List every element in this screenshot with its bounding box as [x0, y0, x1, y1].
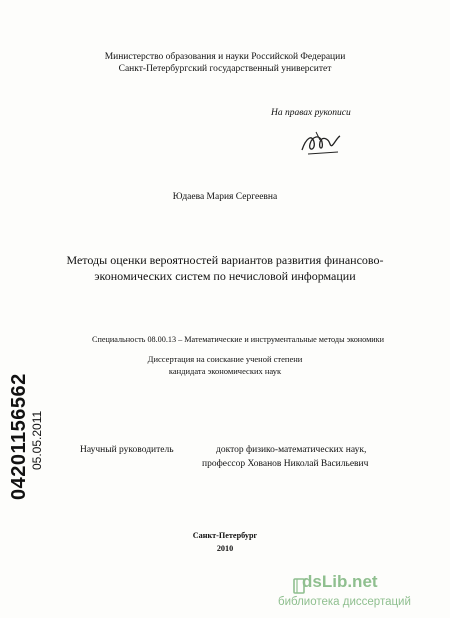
stamp-date: 05.05.2011: [30, 410, 44, 470]
watermark-brand[interactable]: [302, 572, 378, 592]
watermark-brand-text: dsLib.net: [302, 572, 378, 591]
title-line-2: экономических систем по нечисловой информации: [94, 269, 356, 283]
handwritten-signature: [298, 128, 348, 158]
watermark-subtitle: библиотека диссертаций: [278, 596, 411, 608]
stamp-number: 04201156562: [8, 373, 30, 500]
year: 2010: [216, 544, 234, 553]
advisor-name: профессор Хованов Николай Васильевич: [202, 459, 369, 469]
dissertation-line-2: кандидата экономических наук: [168, 366, 282, 376]
advisor-label: Научный руководитель: [80, 445, 174, 455]
ministry-line-1: Министерство образования и науки Российской Федерации: [104, 52, 346, 62]
rights-note: На правах рукописи: [271, 108, 351, 118]
author-name: Юдаева Мария Сергеевна: [172, 192, 278, 202]
ministry-line-2: Санкт-Петербургский государственный университет: [118, 64, 332, 74]
dissertation-line-1: Диссертация на соискание ученой степени: [147, 354, 303, 364]
specialty-line: Специальность 08.00.13 – Математические и инструментальные методы экономики: [92, 335, 385, 344]
title-line-1: Методы оценки вероятностей вариантов развития финансово-: [66, 253, 384, 267]
city: Санкт-Петербург: [192, 531, 258, 540]
advisor-degree: доктор физико-математических наук,: [216, 445, 367, 455]
